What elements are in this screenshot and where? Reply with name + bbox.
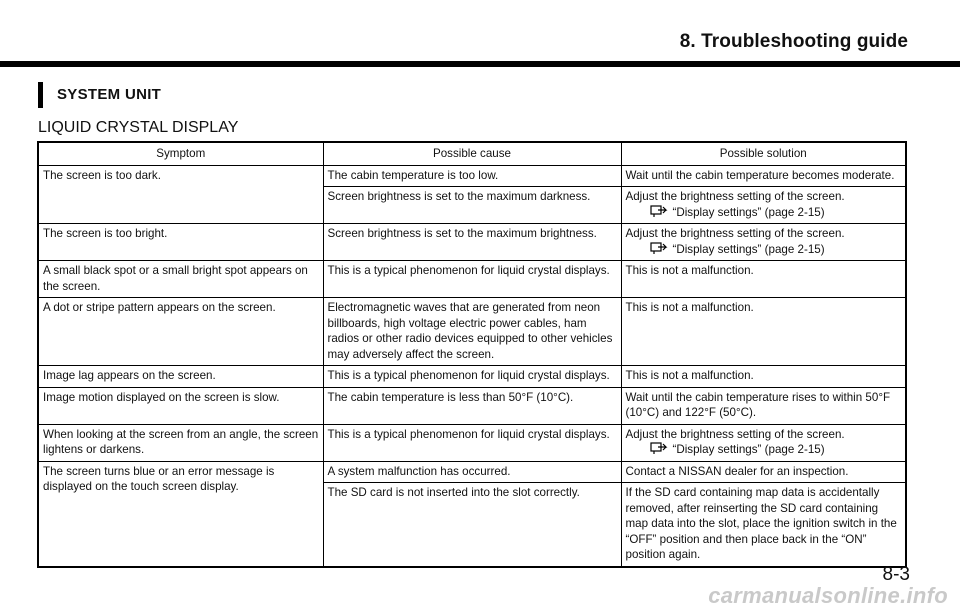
table-row: [38, 298, 906, 366]
column-header-symptom: Symptom: [38, 142, 323, 165]
column-header-cause: Possible cause: [323, 142, 621, 165]
cause-cell: This is a typical phenomenon for liquid crystal displays.: [323, 261, 621, 298]
cause-cell: This is a typical phenomenon for liquid crystal displays.: [323, 366, 621, 388]
page-reference-icon: [650, 205, 668, 218]
symptom-cell: The screen turns blue or an error message is displayed on the touch screen display.: [38, 461, 323, 567]
table-row: [38, 387, 906, 424]
solution-cell: Wait until the cabin temperature becomes moderate.: [621, 165, 906, 187]
section-marker: [38, 82, 43, 108]
page-reference-icon: [650, 242, 668, 255]
table-header-row: [38, 142, 906, 165]
page-reference[interactable]: [626, 205, 902, 221]
solution-text: Adjust the brightness setting of the screen.: [625, 190, 845, 203]
cause-cell: This is a typical phenomenon for liquid crystal displays.: [323, 424, 621, 461]
table-row: [38, 424, 906, 461]
cause-cell: Electromagnetic waves that are generated from neon billboards, high voltage electric power cables, ham radios or other radio devices equipped to other vehicles may adversely affect the screen.: [323, 298, 621, 366]
troubleshooting-table: [37, 141, 907, 568]
cause-cell: Screen brightness is set to the maximum darkness.: [323, 187, 621, 224]
table-row: [38, 461, 906, 483]
column-header-solution: Possible solution: [621, 142, 906, 165]
solution-cell: This is not a malfunction.: [621, 366, 906, 388]
symptom-cell: When looking at the screen from an angle, the screen lightens or darkens.: [38, 424, 323, 461]
page-reference-text: “Display settings” (page 2-15): [672, 242, 825, 256]
page-reference[interactable]: [626, 242, 902, 258]
symptom-cell: A small black spot or a small bright spot appears on the screen.: [38, 261, 323, 298]
cause-cell: The cabin temperature is too low.: [323, 165, 621, 187]
symptom-cell: The screen is too dark.: [38, 165, 323, 224]
symptom-cell: Image motion displayed on the screen is slow.: [38, 387, 323, 424]
subsection-title: LIQUID CRYSTAL DISPLAY: [38, 119, 239, 136]
section-title: SYSTEM UNIT: [57, 86, 162, 103]
symptom-cell: Image lag appears on the screen.: [38, 366, 323, 388]
table-row: [38, 366, 906, 388]
header-rule: [0, 61, 960, 67]
cause-cell: The SD card is not inserted into the slot correctly.: [323, 483, 621, 567]
solution-cell: Contact a NISSAN dealer for an inspection.: [621, 461, 906, 483]
symptom-cell: A dot or stripe pattern appears on the screen.: [38, 298, 323, 366]
cause-cell: The cabin temperature is less than 50°F (10°C).: [323, 387, 621, 424]
solution-text: Adjust the brightness setting of the screen.: [625, 427, 845, 441]
table-row: [38, 224, 906, 261]
solution-cell: [621, 424, 906, 461]
solution-cell: This is not a malfunction.: [621, 298, 906, 366]
page-reference-text: “Display settings” (page 2-15): [672, 443, 825, 456]
cause-cell: Screen brightness is set to the maximum brightness.: [323, 224, 621, 261]
solution-cell: [621, 187, 906, 224]
page-reference[interactable]: [626, 442, 902, 458]
solution-text: Adjust the brightness setting of the screen.: [625, 227, 845, 240]
page-reference-icon: [650, 442, 668, 455]
chapter-title: 8. Troubleshooting guide: [679, 31, 908, 52]
page-reference-text: “Display settings” (page 2-15): [672, 205, 825, 219]
watermark: carmanualsonline.info: [708, 583, 948, 608]
cause-cell: A system malfunction has occurred.: [323, 461, 621, 483]
solution-cell: [621, 224, 906, 261]
table-row: [38, 165, 906, 187]
solution-cell: This is not a malfunction.: [621, 261, 906, 298]
symptom-cell: The screen is too bright.: [38, 224, 323, 261]
solution-cell: Wait until the cabin temperature rises to within 50°F (10°C) and 122°F (50°C).: [621, 387, 906, 424]
solution-cell: If the SD card containing map data is accidentally removed, after reinserting the SD card containing map data into the slot, place the ignition switch in the “OFF” position and then place back in the “ON” position again.: [621, 483, 906, 567]
table-row: [38, 261, 906, 298]
page-number: 8-3: [882, 564, 910, 585]
